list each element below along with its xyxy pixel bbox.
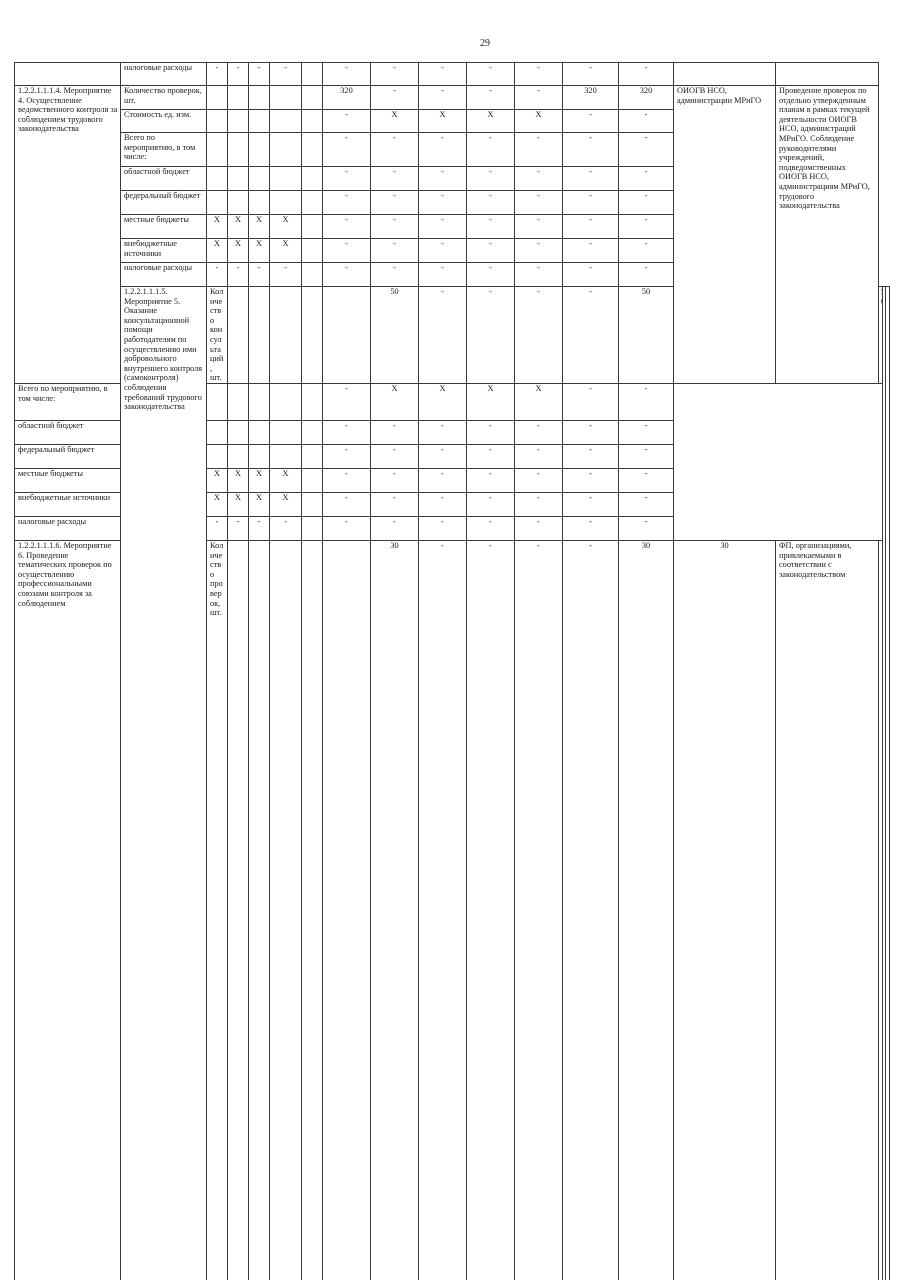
- value-cell: 50: [619, 287, 674, 384]
- value-cell: -: [419, 516, 467, 540]
- value-cell: -: [323, 133, 371, 167]
- value-cell: -: [419, 133, 467, 167]
- value-cell: 320: [323, 86, 371, 110]
- value-cell: -: [323, 444, 371, 468]
- value-cell: -: [563, 239, 619, 263]
- value-cell: -: [371, 468, 419, 492]
- value-cell: [207, 110, 228, 133]
- value-cell: -: [515, 133, 563, 167]
- indicator-cell: Количество консультаций, шт.: [207, 287, 228, 384]
- value-cell: -: [467, 86, 515, 110]
- measure-label-cell: 1.2.2.1.1.1.4. Мероприятие 4. Осуществление ведомственного контроля за соблюдением трудового законодательства: [15, 86, 121, 384]
- program-measures-table: [14, 62, 890, 1280]
- value-cell: -: [323, 492, 371, 516]
- value-cell: -: [419, 468, 467, 492]
- value-cell: -: [419, 167, 467, 191]
- value-cell: -: [419, 239, 467, 263]
- measure-label-cell: 1.2.2.1.1.1.6. Мероприятие 6. Проведение тематических проверок по осуществлению профессиональными союзами контроля за соблюдением: [15, 540, 121, 1280]
- value-cell: [302, 468, 323, 492]
- value-cell: [228, 167, 249, 191]
- value-cell: -: [323, 63, 371, 86]
- value-cell: -: [467, 468, 515, 492]
- indicator-cell: Количество проверок, шт.: [207, 540, 228, 1280]
- value-cell: [207, 167, 228, 191]
- value-cell: -: [619, 167, 674, 191]
- value-cell: [270, 444, 302, 468]
- value-cell: X: [467, 383, 515, 420]
- value-cell: -: [371, 420, 419, 444]
- value-cell: -: [619, 383, 674, 420]
- result-cell: Проведение проверок по отдельно утвержденным планам в рамках текущей деятельности ОИОГВ НСО, администраций МРиГО. Соблюдение руководителями учреждений, подведомственных ОИОГВ НСО, администрациям МРиГО, трудового законодательства: [776, 86, 879, 384]
- value-cell: -: [419, 540, 467, 1280]
- value-cell: -: [467, 263, 515, 287]
- value-cell: -: [371, 63, 419, 86]
- value-cell: -: [371, 492, 419, 516]
- value-cell: -: [515, 191, 563, 215]
- value-cell: -: [619, 516, 674, 540]
- value-cell: [228, 191, 249, 215]
- value-cell: X: [249, 492, 270, 516]
- value-cell: [228, 287, 249, 384]
- value-cell: [228, 133, 249, 167]
- value-cell: X: [270, 468, 302, 492]
- value-cell: -: [467, 540, 515, 1280]
- value-cell: [228, 540, 249, 1280]
- value-cell: [270, 86, 302, 110]
- value-cell: -: [371, 516, 419, 540]
- value-cell: X: [249, 215, 270, 239]
- value-cell: -: [207, 516, 228, 540]
- value-cell: [302, 540, 323, 1280]
- value-cell: [302, 516, 323, 540]
- result-cell: [776, 63, 879, 86]
- value-cell: -: [619, 191, 674, 215]
- value-cell: -: [563, 287, 619, 384]
- value-cell: -: [563, 516, 619, 540]
- indicator-cell: налоговые расходы: [121, 63, 207, 86]
- value-cell: [270, 191, 302, 215]
- value-cell: -: [467, 239, 515, 263]
- value-cell: X: [371, 110, 419, 133]
- value-cell: X: [228, 215, 249, 239]
- value-cell: -: [515, 444, 563, 468]
- value-cell: [302, 383, 323, 420]
- value-cell: X: [419, 383, 467, 420]
- value-cell: -: [563, 133, 619, 167]
- value-cell: X: [207, 492, 228, 516]
- value-cell: X: [207, 215, 228, 239]
- value-cell: -: [515, 287, 563, 384]
- indicator-cell: областной бюджет: [15, 420, 121, 444]
- value-cell: [302, 63, 323, 86]
- value-cell: [228, 86, 249, 110]
- value-cell: -: [419, 492, 467, 516]
- value-cell: -: [515, 468, 563, 492]
- value-cell: [228, 444, 249, 468]
- value-cell: -: [249, 63, 270, 86]
- value-cell: -: [467, 167, 515, 191]
- value-cell: -: [270, 63, 302, 86]
- value-cell: -: [619, 63, 674, 86]
- value-cell: 320: [563, 86, 619, 110]
- value-cell: -: [467, 444, 515, 468]
- value-cell: [302, 492, 323, 516]
- indicator-cell: Всего по мероприятию, в том числе:: [15, 383, 121, 420]
- value-cell: X: [270, 215, 302, 239]
- value-cell: [249, 133, 270, 167]
- value-cell: [228, 383, 249, 420]
- value-cell: X: [249, 468, 270, 492]
- value-cell: -: [619, 215, 674, 239]
- value-cell: -: [323, 215, 371, 239]
- value-cell: [270, 133, 302, 167]
- value-cell: -: [563, 468, 619, 492]
- value-cell: -: [619, 239, 674, 263]
- value-cell: -: [323, 383, 371, 420]
- value-cell: -: [563, 110, 619, 133]
- value-cell: -: [563, 167, 619, 191]
- value-cell: [249, 420, 270, 444]
- value-cell: [228, 420, 249, 444]
- value-cell: -: [419, 444, 467, 468]
- indicator-cell: областной бюджет: [121, 167, 207, 191]
- value-cell: -: [323, 263, 371, 287]
- value-cell: -: [249, 263, 270, 287]
- value-cell: -: [371, 444, 419, 468]
- value-cell: [249, 167, 270, 191]
- measure-label-cell: 1.2.2.1.1.1.5. Мероприятие 5. Оказание консультационной помощи работодателям по осуществлению ими добровольного внутреннего контроля (самоконтроля) соблюдения требований трудового законодательства: [121, 287, 207, 1280]
- value-cell: [302, 110, 323, 133]
- value-cell: -: [563, 263, 619, 287]
- value-cell: X: [515, 110, 563, 133]
- value-cell: -: [515, 540, 563, 1280]
- value-cell: -: [323, 420, 371, 444]
- value-cell: [249, 110, 270, 133]
- value-cell: [302, 287, 323, 384]
- value-cell: -: [249, 516, 270, 540]
- value-cell: -: [419, 215, 467, 239]
- value-cell: -: [323, 468, 371, 492]
- value-cell: -: [467, 133, 515, 167]
- value-cell: -: [515, 516, 563, 540]
- value-cell: -: [371, 133, 419, 167]
- value-cell: [207, 420, 228, 444]
- value-cell: X: [228, 468, 249, 492]
- value-cell: -: [619, 444, 674, 468]
- value-cell: 50: [371, 287, 419, 384]
- value-cell: X: [228, 239, 249, 263]
- value-cell: X: [207, 239, 228, 263]
- value-cell: -: [371, 191, 419, 215]
- value-cell: -: [515, 239, 563, 263]
- value-cell: 30: [619, 540, 674, 1280]
- value-cell: X: [270, 492, 302, 516]
- value-cell: -: [515, 492, 563, 516]
- value-cell: -: [467, 420, 515, 444]
- value-cell: -: [563, 420, 619, 444]
- executor-cell: [674, 63, 776, 86]
- value-cell: -: [228, 263, 249, 287]
- indicator-cell: внебюджетные источники: [15, 492, 121, 516]
- value-cell: [249, 287, 270, 384]
- value-cell: [249, 86, 270, 110]
- value-cell: -: [563, 215, 619, 239]
- value-cell: [323, 287, 371, 384]
- value-cell: -: [228, 516, 249, 540]
- value-cell: [207, 133, 228, 167]
- value-cell: X: [515, 383, 563, 420]
- value-cell: [249, 540, 270, 1280]
- value-cell: 30: [674, 540, 776, 1280]
- value-cell: [270, 420, 302, 444]
- indicator-cell: федеральный бюджет: [15, 444, 121, 468]
- value-cell: -: [419, 420, 467, 444]
- value-cell: -: [270, 263, 302, 287]
- value-cell: -: [619, 133, 674, 167]
- value-cell: [249, 444, 270, 468]
- value-cell: -: [371, 86, 419, 110]
- value-cell: -: [270, 516, 302, 540]
- value-cell: -: [619, 492, 674, 516]
- value-cell: -: [207, 63, 228, 86]
- value-cell: [207, 191, 228, 215]
- value-cell: [207, 86, 228, 110]
- value-cell: [302, 263, 323, 287]
- value-cell: [270, 540, 302, 1280]
- value-cell: -: [323, 167, 371, 191]
- value-cell: -: [467, 215, 515, 239]
- value-cell: -: [515, 86, 563, 110]
- value-cell: X: [249, 239, 270, 263]
- indicator-cell: внебюджетные источники: [121, 239, 207, 263]
- indicator-cell: Стоимость ед. изм.: [121, 110, 207, 133]
- value-cell: [302, 133, 323, 167]
- value-cell: [270, 287, 302, 384]
- value-cell: -: [467, 287, 515, 384]
- value-cell: -: [371, 239, 419, 263]
- value-cell: -: [467, 63, 515, 86]
- value-cell: -: [323, 239, 371, 263]
- indicator-cell: налоговые расходы: [15, 516, 121, 540]
- value-cell: -: [371, 215, 419, 239]
- value-cell: -: [515, 63, 563, 86]
- value-cell: -: [228, 63, 249, 86]
- value-cell: -: [371, 167, 419, 191]
- page-number: 29: [0, 38, 905, 49]
- table-row: [15, 86, 890, 110]
- value-cell: -: [467, 516, 515, 540]
- value-cell: [323, 540, 371, 1280]
- value-cell: -: [515, 263, 563, 287]
- value-cell: X: [207, 468, 228, 492]
- indicator-cell: местные бюджеты: [15, 468, 121, 492]
- value-cell: [270, 167, 302, 191]
- value-cell: -: [419, 191, 467, 215]
- value-cell: -: [323, 191, 371, 215]
- value-cell: -: [563, 383, 619, 420]
- value-cell: -: [563, 492, 619, 516]
- indicator-cell: налоговые расходы: [121, 263, 207, 287]
- indicator-cell: федеральный бюджет: [121, 191, 207, 215]
- value-cell: -: [563, 540, 619, 1280]
- value-cell: -: [515, 215, 563, 239]
- value-cell: -: [563, 444, 619, 468]
- value-cell: [302, 420, 323, 444]
- value-cell: [302, 215, 323, 239]
- executor-cell: ФП, организациями, привлекаемыми в соответствии с законодательством: [776, 540, 879, 1280]
- value-cell: X: [467, 110, 515, 133]
- value-cell: -: [515, 167, 563, 191]
- value-cell: -: [323, 516, 371, 540]
- value-cell: -: [515, 420, 563, 444]
- value-cell: [207, 444, 228, 468]
- value-cell: X: [270, 239, 302, 263]
- value-cell: -: [419, 86, 467, 110]
- value-cell: -: [207, 263, 228, 287]
- value-cell: -: [563, 63, 619, 86]
- value-cell: -: [371, 263, 419, 287]
- indicator-cell: Количество проверок, шт.: [121, 86, 207, 110]
- executor-cell: ОИОГВ НСО, администрации МРиГО: [674, 86, 776, 384]
- value-cell: -: [619, 468, 674, 492]
- value-cell: X: [419, 110, 467, 133]
- value-cell: [228, 110, 249, 133]
- value-cell: [270, 383, 302, 420]
- value-cell: X: [371, 383, 419, 420]
- value-cell: [302, 167, 323, 191]
- value-cell: X: [228, 492, 249, 516]
- value-cell: 320: [619, 86, 674, 110]
- value-cell: 30: [371, 540, 419, 1280]
- value-cell: [302, 191, 323, 215]
- indicator-cell: Всего по мероприятию, в том числе:: [121, 133, 207, 167]
- value-cell: -: [467, 492, 515, 516]
- value-cell: -: [467, 191, 515, 215]
- table-row: [15, 63, 890, 86]
- value-cell: -: [563, 191, 619, 215]
- value-cell: -: [619, 263, 674, 287]
- value-cell: [249, 191, 270, 215]
- indicator-cell: местные бюджеты: [121, 215, 207, 239]
- label-cell: [15, 63, 121, 86]
- value-cell: -: [419, 263, 467, 287]
- value-cell: -: [419, 287, 467, 384]
- value-cell: [270, 110, 302, 133]
- value-cell: [207, 383, 228, 420]
- value-cell: -: [619, 420, 674, 444]
- result-cell: [879, 540, 883, 1280]
- value-cell: -: [323, 110, 371, 133]
- value-cell: [302, 444, 323, 468]
- value-cell: [302, 86, 323, 110]
- value-cell: [249, 383, 270, 420]
- result-cell: [886, 287, 890, 1280]
- value-cell: [302, 239, 323, 263]
- value-cell: -: [619, 110, 674, 133]
- value-cell: -: [419, 63, 467, 86]
